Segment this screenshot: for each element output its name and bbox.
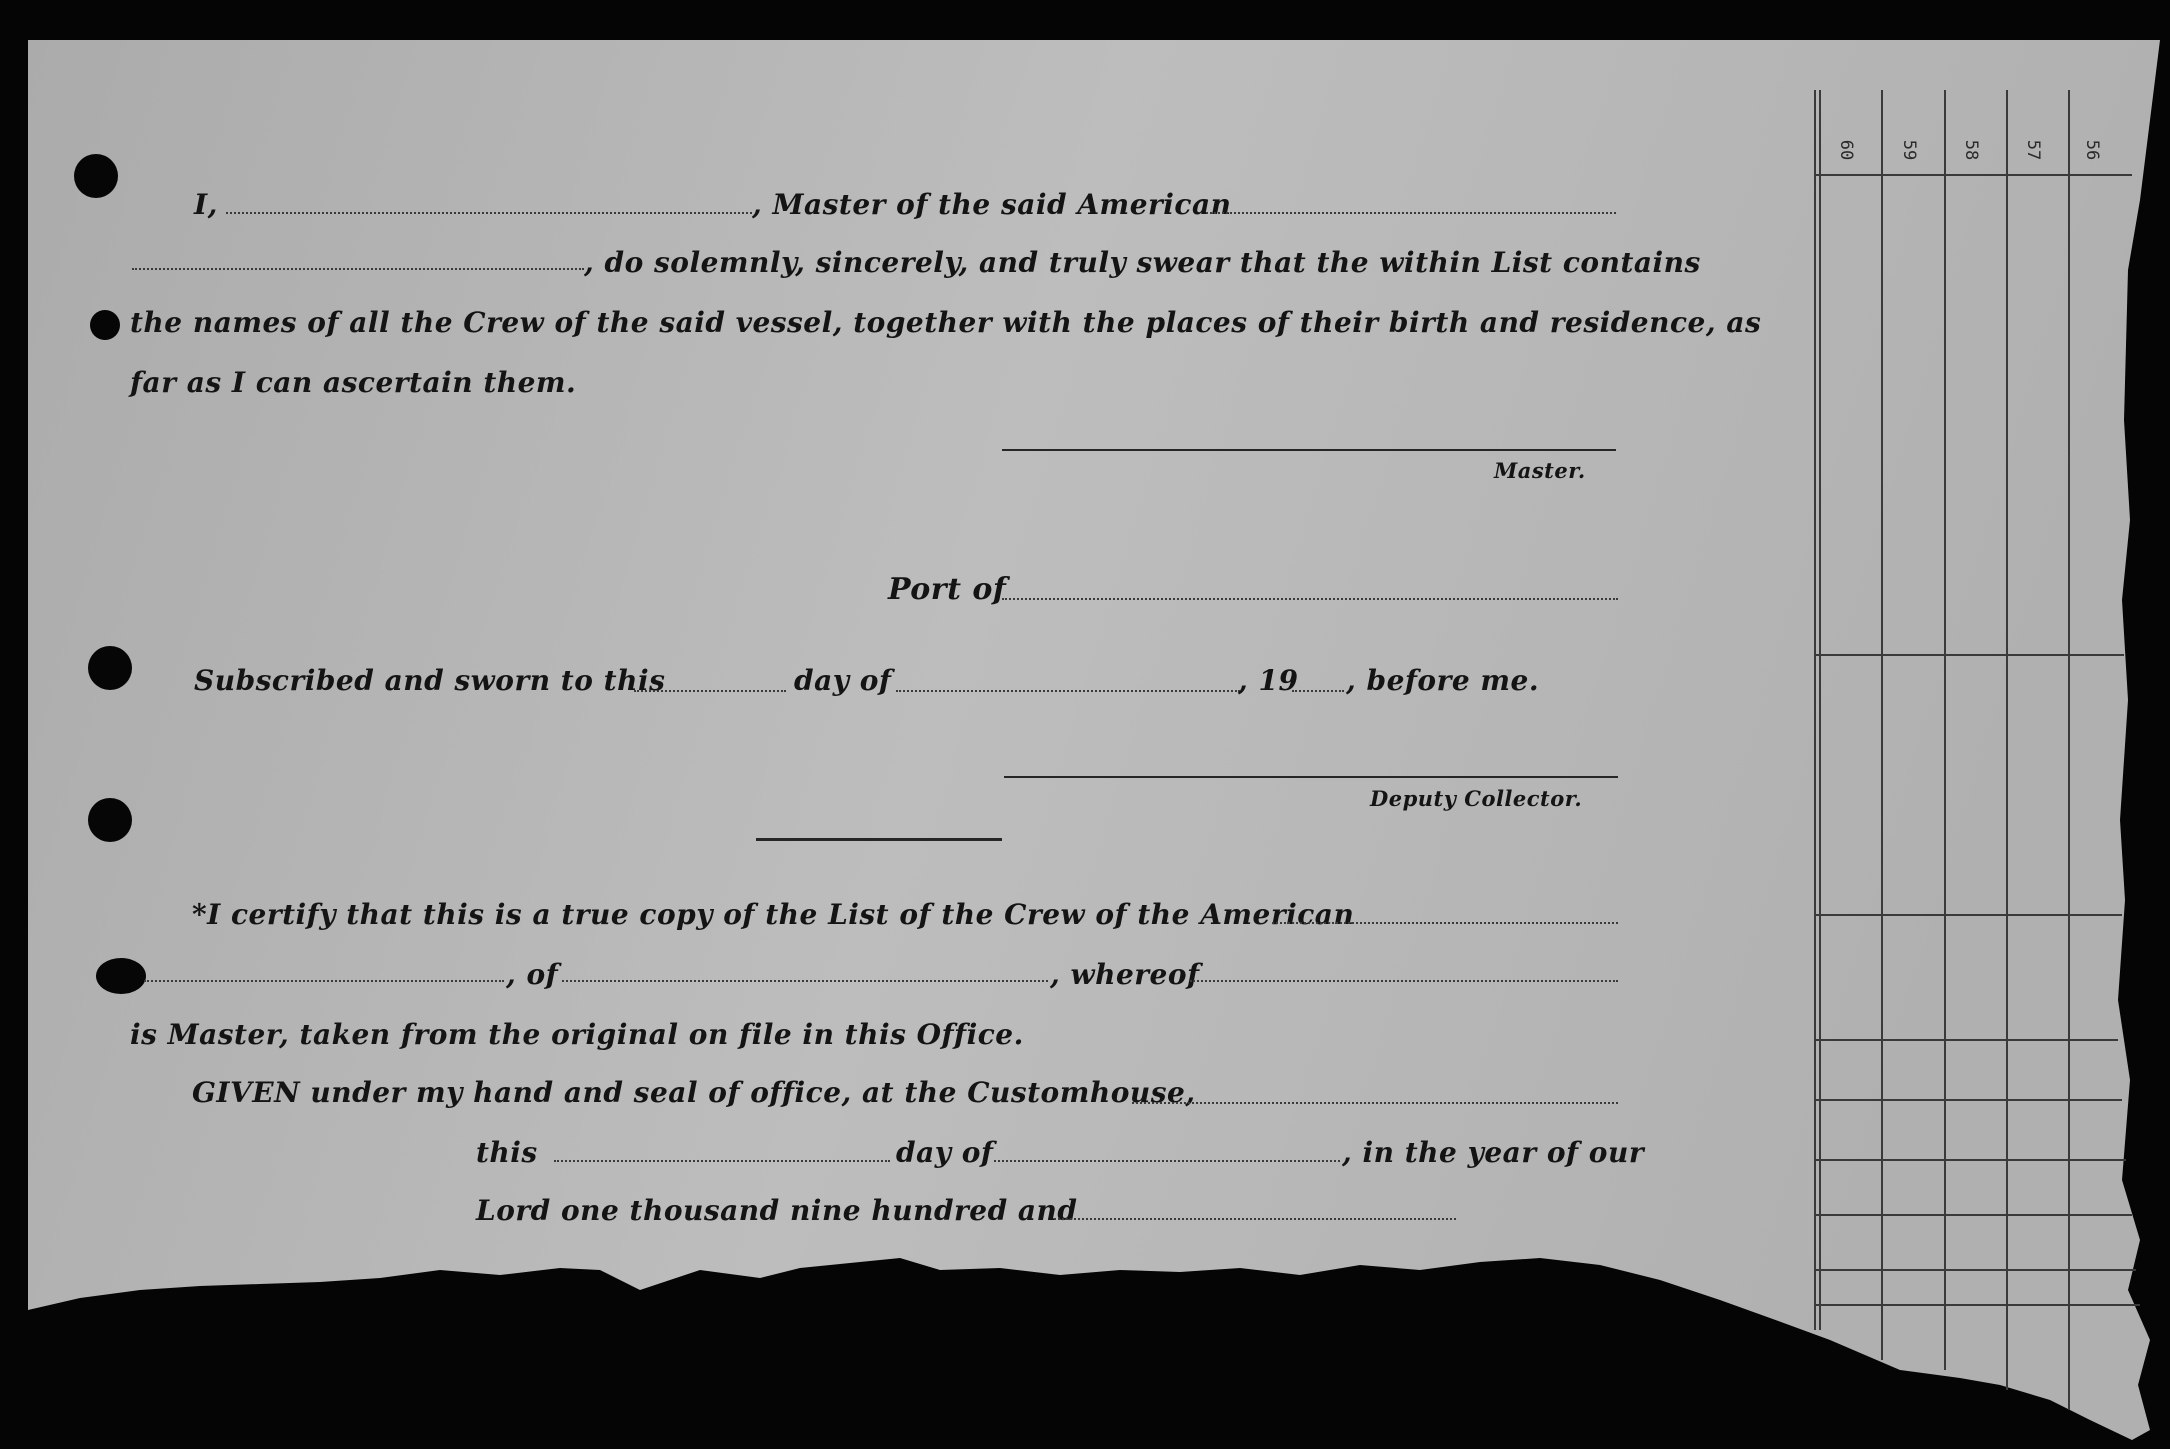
punch-hole	[74, 154, 118, 198]
certificate-of: , of	[506, 958, 559, 991]
port-blank	[1002, 598, 1618, 600]
jurat-month-blank	[896, 690, 1240, 692]
section-divider	[756, 838, 1002, 841]
certificate-this: this	[476, 1136, 538, 1169]
punch-hole	[90, 310, 120, 340]
certificate-vessel-type-blank	[1272, 922, 1618, 924]
certificate-of-blank	[562, 980, 1048, 982]
customhouse-blank	[1132, 1102, 1618, 1104]
column-number: 57	[2023, 139, 2043, 161]
vessel-type-blank	[1206, 212, 1616, 214]
punch-hole	[88, 646, 132, 690]
master-name-blank	[226, 212, 752, 214]
certificate-day-of: day of	[896, 1136, 994, 1169]
certificate-line1: *I certify that this is a true copy of the List of the Crew of the American	[192, 898, 1355, 931]
certificate-whereof-blank	[1190, 980, 1618, 982]
master-signature-label: Master.	[1494, 458, 1586, 483]
certificate-month-blank	[994, 1160, 1340, 1162]
certificate-day-blank	[554, 1160, 890, 1162]
deputy-signature-label: Deputy Collector.	[1370, 786, 1583, 811]
jurat-subscribed: Subscribed and sworn to this	[194, 664, 666, 697]
certificate-given: GIVEN under my hand and seal of office, at the Customhouse,	[192, 1076, 1196, 1109]
jurat-before-me: , before me.	[1346, 664, 1540, 697]
jurat-year-blank	[1292, 690, 1344, 692]
column-number: 58	[1961, 139, 1981, 161]
jurat-day-blank	[634, 690, 786, 692]
certificate-vessel-name-blank	[144, 980, 504, 982]
certificate-year-of-our: , in the year of our	[1342, 1136, 1645, 1169]
oath-line4: far as I can ascertain them.	[130, 366, 577, 399]
certificate-line3: is Master, taken from the original on file in this Office.	[130, 1018, 1024, 1051]
certificate-lord: Lord one thousand nine hundred and	[476, 1194, 1078, 1227]
deputy-signature-line	[1004, 776, 1618, 778]
port-label: Port of	[888, 572, 1007, 607]
jurat-day-of: day of	[794, 664, 892, 697]
column-number: 56	[2082, 139, 2102, 161]
oath-line3: the names of all the Crew of the said vessel, together with the places of their birth and residence, as	[130, 306, 1762, 339]
certificate-whereof: , whereof	[1050, 958, 1200, 991]
oath-line1-prefix: I,	[194, 188, 218, 221]
column-number: 60	[1836, 139, 1856, 161]
oath-line1-mid: , Master of the said American	[752, 188, 1232, 221]
master-signature-line	[1002, 449, 1616, 451]
vessel-name-blank	[132, 268, 584, 270]
column-number: 59	[1899, 139, 1919, 161]
punch-hole	[88, 798, 132, 842]
certificate-year-blank	[1054, 1218, 1456, 1220]
oath-line2: , do solemnly, sincerely, and truly swear that the within List contains	[584, 246, 1701, 279]
punch-hole	[96, 958, 146, 994]
jurat-year-prefix: , 19	[1238, 664, 1299, 697]
